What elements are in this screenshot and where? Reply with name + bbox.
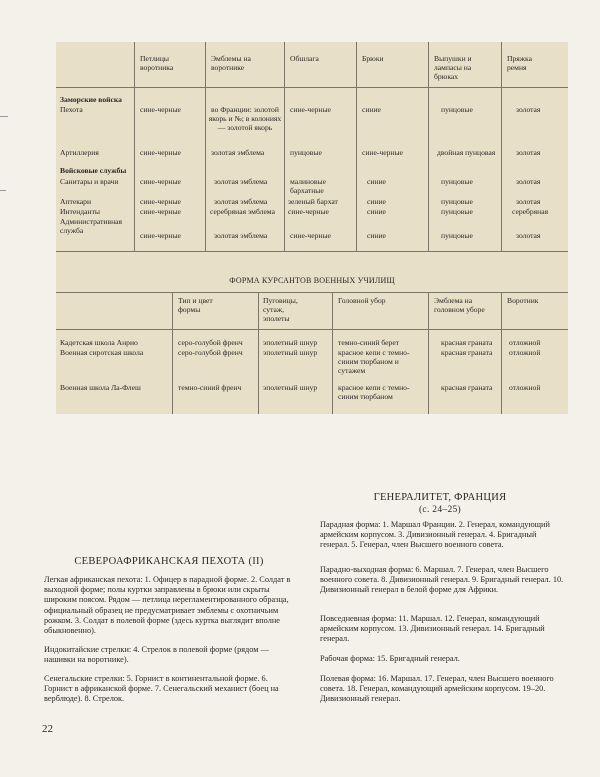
table1-cell: сине-черные <box>290 105 331 114</box>
table2-header-collar: Воротник <box>507 296 539 305</box>
table2-col-line <box>258 292 259 414</box>
table1-cell: сине-черные <box>140 207 181 216</box>
margin-mark <box>0 116 8 117</box>
table2-col-line <box>332 292 333 414</box>
table2-col-line <box>501 292 502 414</box>
table1-cell: двойная пунцовая <box>437 148 496 157</box>
infantry-paragraph: Сенегальские стрелки: 5. Горнист в континентальной форме. 6. Горнист в африканской форме. 7. Сенегальский механист (боец на верблюде). 8. Стрелок. <box>44 674 279 704</box>
table1-cell: синие <box>367 177 386 186</box>
table1-cell: сине-черные <box>140 197 181 206</box>
table1-cell: синие <box>367 207 386 216</box>
table1-col-line <box>501 42 502 251</box>
table2-cell: красное кепи с темно-синим тюрбаном и сутажем <box>338 348 410 375</box>
table1-cell: пунцовые <box>441 197 473 206</box>
table1-cell: сине-черные <box>288 207 329 216</box>
table1-col-line <box>134 42 135 251</box>
table1-cell: пунцовые <box>290 148 322 157</box>
table1-cell: синие <box>367 231 386 240</box>
table1-header-collar-tabs: Петлицы воротника <box>140 54 174 72</box>
table1-cell: во Франции: золотой якорь и №; в колониях — золотой якорь <box>208 105 282 132</box>
table1-header-rule <box>56 87 568 88</box>
table1-cell: сине-черные <box>290 231 331 240</box>
table2-cell: отложной <box>509 338 541 347</box>
table2-col-line <box>172 292 173 414</box>
table2-cell: серо-голубой френч <box>178 348 243 357</box>
infantry-paragraph: Легкая африканская пехота: 1. Офицер в парадной форме. 2. Солдат в выходной форме; полы куртки заправлены в брюки или скрыты широким поясом. Рядом — петлица нерегламентированного образца, официальный образец не предусматривает эмблемы с охотничьим рожком. 3. Солдат в полевой форме (здесь куртка выглядит вполне обыкновенно). <box>44 575 291 636</box>
table1-cell: сине-черные <box>362 148 403 157</box>
table2-row-label: Военная школа Ла-Флеш <box>60 383 141 392</box>
uniform-tables-panel <box>56 42 568 414</box>
table1-col-line <box>284 42 285 251</box>
margin-mark <box>0 190 6 191</box>
table1-cell: золотая <box>516 105 541 114</box>
infantry-paragraph: Индокитайские стрелки: 4. Стрелок в полевой форме (рядом — нашивки на воротнике). <box>44 645 269 665</box>
table2-cell: темно-синий френч <box>178 383 242 392</box>
table1-header-buckle: Пряжка ремня <box>507 54 532 72</box>
table1-cell: сине-черные <box>140 177 181 186</box>
table2-cell: эполетный шнур <box>263 383 318 392</box>
table2-top-rule <box>56 292 568 293</box>
table1-section-title: Войсковые службы <box>60 166 127 175</box>
table1-cell: золотая эмблема <box>211 148 265 157</box>
table1-cell: золотая <box>516 231 541 240</box>
table1-cell: золотая <box>516 148 541 157</box>
generals-paragraph: Полевая форма: 16. Маршал. 17. Генерал, член Высшего военного совета. 18. Генерал, командующий армейским корпусом. 19–20. Дивизионный генерал. <box>320 674 554 704</box>
table1-row-label: Пехота <box>60 105 83 114</box>
page-number: 22 <box>42 723 53 735</box>
table1-row-label: Административная служба <box>60 217 122 235</box>
table1-col-line <box>428 42 429 251</box>
table2-cell: красное кепи с темно-синим тюрбаном <box>338 383 410 401</box>
cadets-table-title: ФОРМА КУРСАНТОВ ВОЕННЫХ УЧИЛИЩ <box>229 276 395 285</box>
generals-paragraph: Повседневная форма: 11. Маршал. 12. Генерал, командующий армейским корпусом. 13. Дивизионный генерал. 14. Бригадный генерал. <box>320 614 545 644</box>
table1-row-label: Санитары и врачи <box>60 177 119 186</box>
table2-header-rule <box>56 329 568 330</box>
table1-header-trousers: Брюки <box>362 54 384 63</box>
generals-paragraph: Рабочая форма: 15. Бригадный генерал. <box>320 654 460 663</box>
table1-cell: сине-черные <box>140 148 181 157</box>
table2-cell: красная граната <box>441 383 493 392</box>
generals-section-title: ГЕНЕРАЛИТЕТ, ФРАНЦИЯ <box>373 492 507 503</box>
table2-cell: красная граната <box>441 348 493 357</box>
table2-cell: серо-голубой френч <box>178 338 243 347</box>
table1-cell: серебряная эмблема <box>210 207 275 216</box>
table2-header-uniform: Тип и цвет формы <box>178 296 213 314</box>
table1-cell: пунцовые <box>441 207 473 216</box>
table2-cell: отложной <box>509 383 541 392</box>
table1-cell: зеленый бархат <box>288 197 338 206</box>
table1-row-label: Артиллерия <box>60 148 99 157</box>
table2-header-headgear: Головной убор <box>338 296 386 305</box>
table1-cell: сине-черные <box>140 231 181 240</box>
table1-cell: пунцовые <box>441 231 473 240</box>
table1-cell: пунцовые <box>441 105 473 114</box>
table2-cell: эполетный шнур <box>263 338 318 347</box>
table2-header-buttons: Пуговицы, сутаж, эполеты <box>263 296 298 323</box>
table1-row-label: Интенданты <box>60 207 101 216</box>
table1-cell: пунцовые <box>441 177 473 186</box>
table1-cell: золотая эмблема <box>214 177 268 186</box>
generals-paragraph: Парадная форма: 1. Маршал Франции. 2. Генерал, командующий армейским корпусом. 3. Дивизионный генерал. 4. Бригадный генерал. 5. Генерал, член Высшего военного совета. <box>320 520 550 550</box>
table2-cell: отложной <box>509 348 541 357</box>
table1-cell: золотая <box>516 197 541 206</box>
table1-cell: золотая эмблема <box>214 197 268 206</box>
table2-cell: эполетный шнур <box>263 348 318 357</box>
table1-section-title: Заморские войска <box>60 95 122 104</box>
table1-cell: синие <box>362 105 381 114</box>
table1-cell: серебряная <box>512 207 549 216</box>
table2-cell: красная граната <box>441 338 493 347</box>
table2-row-label: Военная сиротская школа <box>60 348 144 357</box>
table1-header-cuffs: Обшлага <box>290 54 319 63</box>
table1-col-line <box>356 42 357 251</box>
table2-cell: темно-синий берет <box>338 338 400 347</box>
generals-section-subtitle: (с. 24–25) <box>418 505 462 515</box>
table2-row-label: Кадетская школа Анрио <box>60 338 138 347</box>
table1-cell: сине-черные <box>140 105 181 114</box>
table2-header-headgear-emblem: Эмблема на головном уборе <box>434 296 485 314</box>
generals-paragraph: Парадно-выходная форма: 6. Маршал. 7. Генерал, член Высшего военного совета. 8. Дивизионный генерал. 9. Бригадный генерал. 10. Дивизионный генерал в белой форме для Африки. <box>320 565 564 595</box>
table1-cell: синие <box>367 197 386 206</box>
table1-row-label: Аптекари <box>60 197 92 206</box>
table1-header-collar-emblems: Эмблемы на воротнике <box>211 54 251 72</box>
table2-col-line <box>428 292 429 414</box>
table1-cell: золотая эмблема <box>214 231 268 240</box>
table1-header-piping: Выпушки и лампасы на брюках <box>434 54 472 81</box>
table1-cell: золотая <box>516 177 541 186</box>
infantry-section-title: СЕВЕРОАФРИКАНСКАЯ ПЕХОТА (II) <box>74 556 264 567</box>
table1-bottom-rule <box>56 251 568 252</box>
table1-col-line <box>205 42 206 251</box>
table1-cell: малиновые бархатные <box>290 177 326 195</box>
